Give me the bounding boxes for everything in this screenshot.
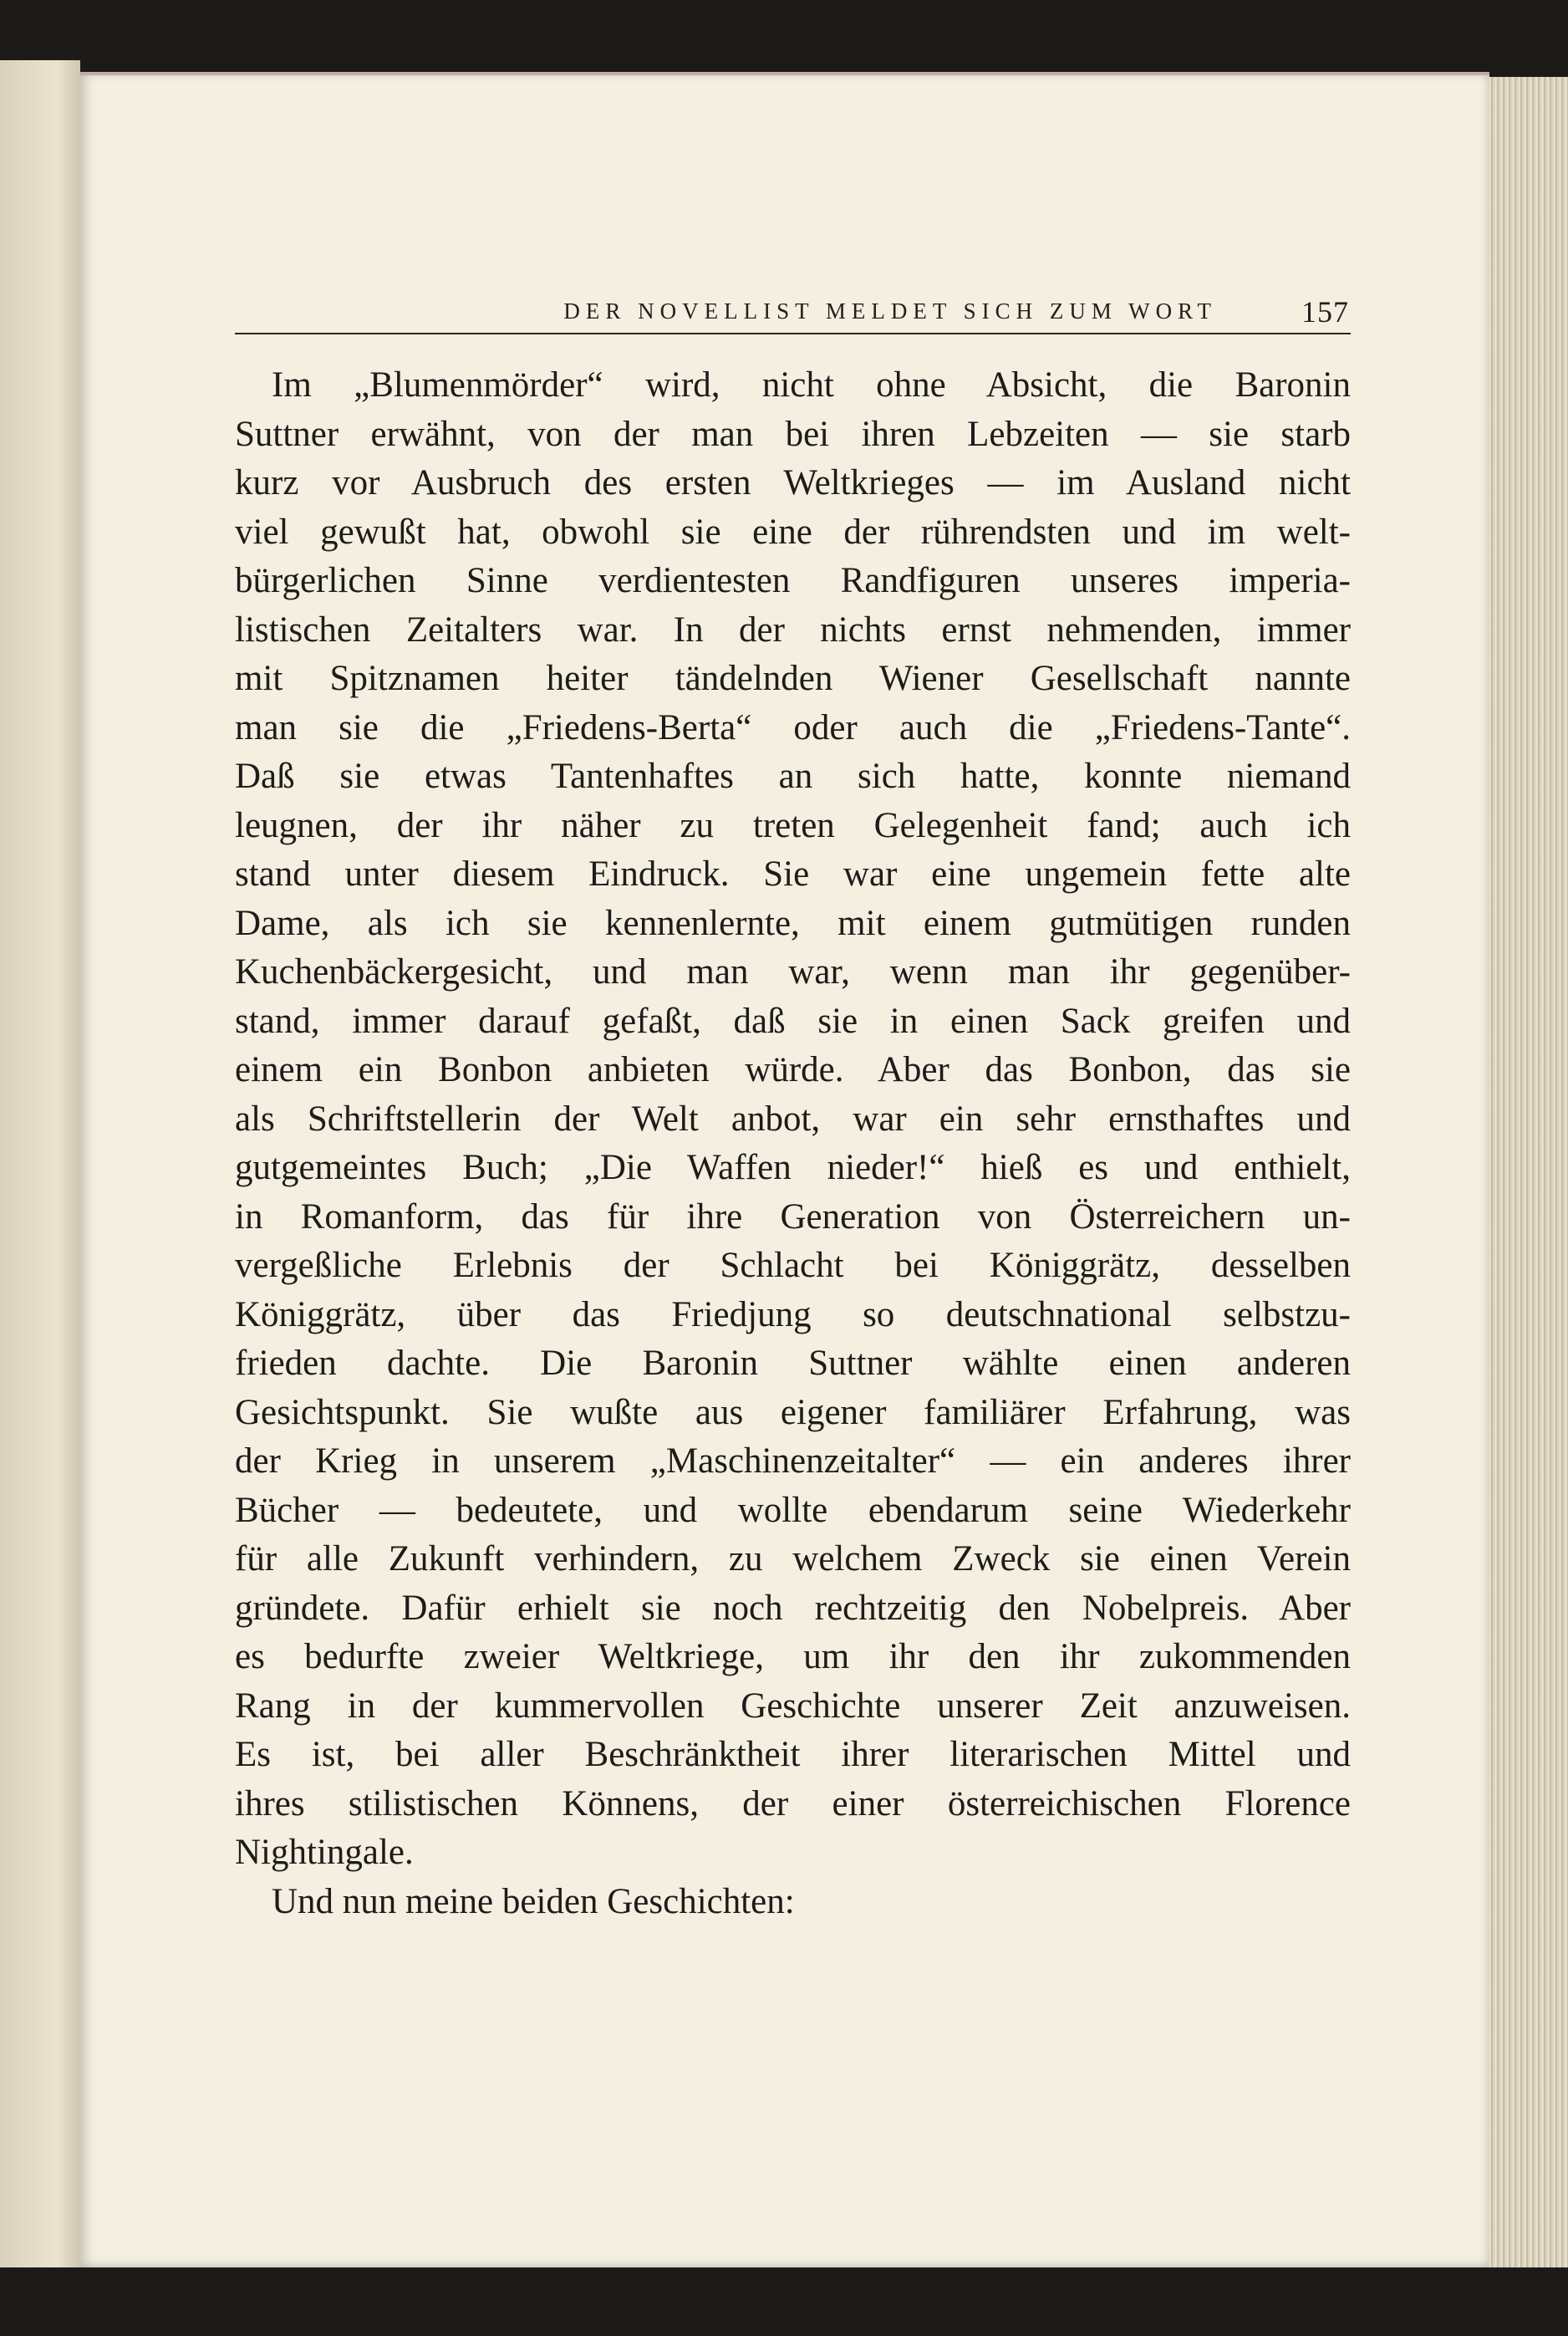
page-number: 157 (1301, 295, 1349, 329)
text-line: Dame, als ich sie kennenlernte, mit einem gutmütigen runden (235, 903, 1351, 943)
text-line: Im „Blumenmörder“ wird, nicht ohne Absicht, die Baronin (272, 365, 1351, 405)
text-line: stand, immer darauf gefaßt, daß sie in einen Sack greifen und (235, 1001, 1351, 1041)
text-line: Gesichtspunkt. Sie wußte aus eigener familiärer Erfahrung, was (235, 1392, 1351, 1432)
body-text (235, 361, 1351, 1926)
book-page (80, 72, 1489, 2267)
text-line: es bedurfte zweier Weltkriege, um ihr den ihr zukommenden (235, 1637, 1351, 1676)
text-line: der Krieg in unserem „Maschinenzeitalter“ — ein anderes ihrer (235, 1441, 1351, 1481)
text-line: ihres stilistischen Könnens, der einer österreichischen Florence (235, 1783, 1351, 1823)
text-line: Nightingale. (235, 1833, 414, 1872)
text-line: Rang in der kummervollen Geschichte unserer Zeit anzuweisen. (235, 1686, 1351, 1726)
text-line: mit Spitznamen heiter tändelnden Wiener Gesellschaft nannte (235, 659, 1351, 698)
text-line: leugnen, der ihr näher zu treten Gelegenheit fand; auch ich (235, 805, 1351, 845)
text-line: Suttner erwähnt, von der man bei ihren Lebzeiten — sie starb (235, 414, 1351, 454)
text-line: kurz vor Ausbruch des ersten Weltkrieges — im Ausland nicht (235, 463, 1351, 502)
text-line: gründete. Dafür erhielt sie noch rechtzeitig den Nobelpreis. Aber (235, 1588, 1351, 1628)
text-line: vergeßliche Erlebnis der Schlacht bei Königgrätz, desselben (235, 1246, 1351, 1285)
text-line: stand unter diesem Eindruck. Sie war eine ungemein fette alte (235, 854, 1351, 894)
text-line: gutgemeintes Buch; „Die Waffen nieder!“ hieß es und enthielt, (235, 1148, 1351, 1187)
running-head (235, 281, 1351, 334)
text-line: Und nun meine beiden Geschichten: (272, 1881, 795, 1921)
text-line: frieden dachte. Die Baronin Suttner wählte einen anderen (235, 1344, 1351, 1383)
text-line: viel gewußt hat, obwohl sie eine der rührendsten und im welt- (235, 512, 1351, 552)
text-line: listischen Zeitalters war. In der nichts ernst nehmenden, immer (235, 610, 1351, 650)
text-line: als Schriftstellerin der Welt anbot, war ein sehr ernsthaftes und (235, 1099, 1351, 1139)
text-line: in Romanform, das für ihre Generation von Österreichern un- (235, 1196, 1351, 1237)
paragraph-two (235, 1878, 1351, 1927)
paragraph-one (235, 361, 1351, 1878)
text-line: für alle Zukunft verhindern, zu welchem Zweck sie einen Verein (235, 1539, 1351, 1579)
page-stack-edge (1486, 77, 1568, 2267)
text-line: bürgerlichen Sinne verdientesten Randfiguren unseres imperia- (235, 561, 1351, 600)
text-line: Kuchenbäckergesicht, und man war, wenn man ihr gegenüber- (235, 952, 1351, 992)
text-line: Bücher — bedeutete, und wollte ebendarum seine Wiederkehr (235, 1490, 1351, 1530)
text-line: Es ist, bei aller Beschränktheit ihrer literarischen Mittel und (235, 1735, 1351, 1774)
text-line: einem ein Bonbon anbieten würde. Aber das Bonbon, das sie (235, 1050, 1351, 1089)
text-line: Daß sie etwas Tantenhaftes an sich hatte, konnte niemand (235, 757, 1351, 796)
previous-page-edge (0, 60, 80, 2267)
text-line: Königgrätz, über das Friedjung so deutschnational selbstzu- (235, 1294, 1351, 1334)
running-head-title: DER NOVELLIST MELDET SICH ZUM WORT (563, 298, 1217, 324)
page-top-edge (80, 72, 1489, 75)
text-line: man sie die „Friedens-Berta“ oder auch die „Friedens-Tante“. (235, 707, 1351, 747)
